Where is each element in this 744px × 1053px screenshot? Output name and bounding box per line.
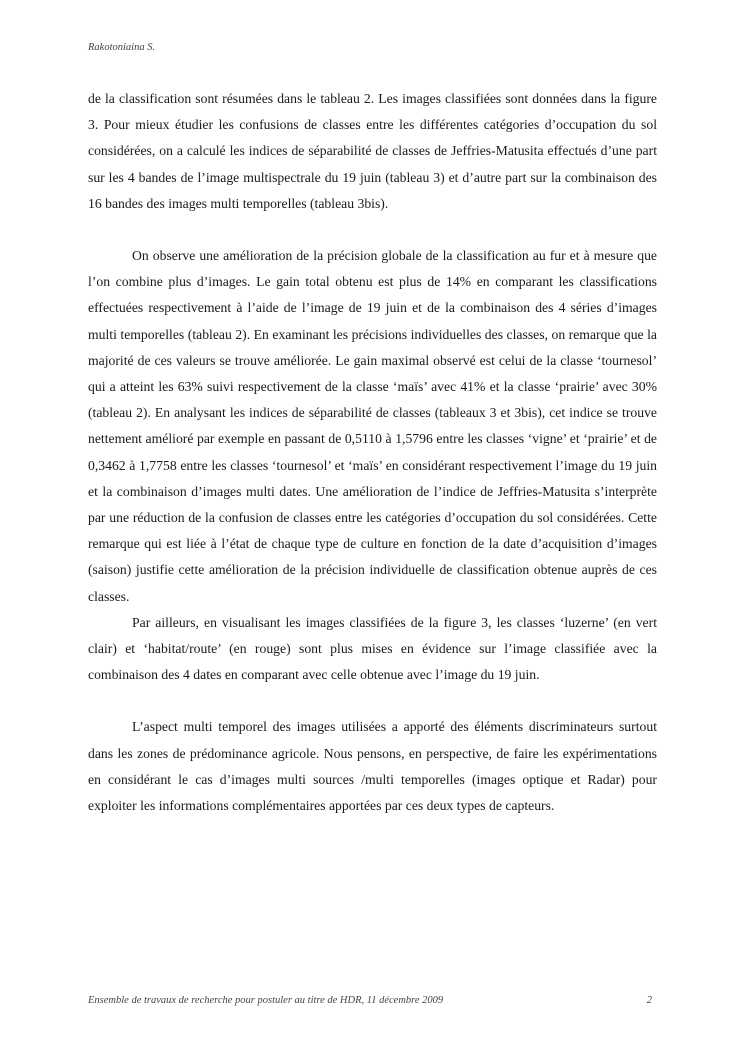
paragraph-4: L’aspect multi temporel des images utilisées a apporté des éléments discriminateurs surtout dans les zones de prédominance agricole. Nous pensons, en perspective, de faire les expérimentations en considérant le cas d’images multi sources /multi temporelles (images optique et Radar) pour exploiter les informations complémentaires apportées par ces deux types de capteurs.	[88, 719, 657, 814]
paragraph-3: Par ailleurs, en visualisant les images classifiées de la figure 3, les classes ‘luzerne’ (en vert clair) et ‘habitat/route’ (en rouge) sont plus mises en évidence sur l’image classifiée avec la combinaison des 4 dates en comparant avec celle obtenue avec l’image du 19 juin.	[88, 614, 657, 683]
page-number: 2	[646, 995, 652, 1006]
paragraph-2: On observe une amélioration de la précision globale de la classification au fur et à mesure que l’on combine plus d’images. Le gain total obtenu est plus de 14% en comparant les classifications effectuées respectivement à l’aide de l’image de 19 juin et de la combinaison des 4 séries d’images multi temporelles (tableau 2). En examinant les précisions individuelles des classes, on remarque que la majorité de ces valeurs se trouve améliorée. Le gain maximal observé est celui de la classe ‘tournesol’ qui a atteint les 63% suivi respectivement de la classe ‘maïs’ avec 41% et la classe ‘prairie’ avec 30% (tableau 2). En analysant les indices de séparabilité de classes (tableaux 3 et 3bis), cet indice se trouve nettement amélioré par exemple en passant de 0,5110 à 1,5796 entre les classes ‘vigne’ et ‘prairie’ et de 0,3462 à 1,7758 entre les classes ‘tournesol’ et ‘maïs’ en considérant respectivement l’image du 19 juin et la combinaison d’images multi dates. Une amélioration de l’indice de Jeffries-Matusita s’interprète par une réduction de la confusion de classes entre les catégories d’occupation du sol considérées. Cette remarque qui est liée à l’état de chaque type de culture en fonction de la date d’acquisition d’images (saison) justifie cette amélioration de la précision individuelle de classification obtenue auprès de ces classes.	[88, 248, 657, 604]
paragraph-1: de la classification sont résumées dans le tableau 2. Les images classifiées sont données dans la figure 3. Pour mieux étudier les confusions de classes entre les différentes catégories d’occupation du sol considérées, on a calculé les indices de séparabilité de classes de Jeffries-Matusita effectués d’une part sur les 4 bandes de l’image multispectrale du 19 juin (tableau 3) et d’autre part sur la combinaison des 16 bandes des images multi temporelles (tableau 3bis).	[88, 91, 657, 211]
header-author: Rakotoniaina S.	[88, 42, 156, 53]
footer-text: Ensemble de travaux de recherche pour postuler au titre de HDR, 11 décembre 2009	[88, 995, 444, 1006]
paragraph-spacer	[88, 688, 657, 714]
running-header	[88, 42, 155, 53]
running-footer	[88, 995, 652, 1006]
document-body	[88, 86, 657, 819]
paragraph-spacer	[88, 217, 657, 243]
